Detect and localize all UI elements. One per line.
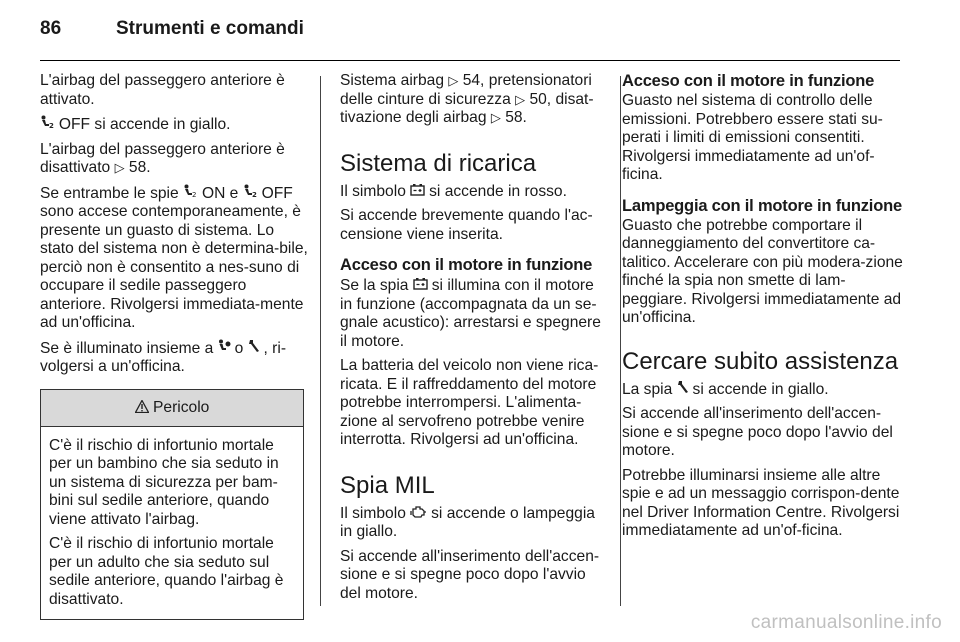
subsection-heading: Acceso con il motore in funzione — [340, 256, 593, 274]
chapter-title: Strumenti e comandi — [116, 18, 304, 39]
page-reference-arrow-icon: ▷ — [515, 91, 526, 107]
page-reference-arrow-icon: ▷ — [490, 110, 501, 125]
paragraph: La spia si accende in giallo. — [622, 380, 829, 398]
column-1 — [40, 72, 308, 620]
paragraph: L'airbag del passeggero anteriore è disattivato ▷ 58. — [40, 140, 285, 176]
section-heading: Sistema di ricarica — [340, 149, 537, 177]
battery-icon — [410, 183, 429, 199]
column-3 — [622, 72, 904, 547]
column-divider-1 — [320, 76, 321, 606]
paragraph: Guasto che potrebbe comportare il danneggiamento del convertitore ca-talitico. Accelerare con più modera-zione finché la spia non smette di lam-peggiare. Rivolgersi immediatamente ad un'officina. — [622, 216, 903, 326]
paragraph: C'è il rischio di infortunio mortale per un adulto che sia seduto sul sedile anteriore, quando l'airbag è disattivato. — [49, 535, 284, 608]
check-engine-icon — [410, 505, 431, 521]
warning-label: Pericolo — [153, 398, 210, 416]
airbag-icon — [218, 340, 235, 356]
page-number: 86 — [40, 18, 62, 39]
warning-body — [41, 427, 303, 620]
column-divider-2 — [620, 76, 621, 606]
battery-icon — [413, 277, 432, 293]
danger-warning-box — [40, 389, 304, 621]
watermark: carmanualsonline.info — [750, 612, 942, 633]
passenger-airbag-on-icon — [183, 185, 202, 201]
paragraph: Si accende all'inserimento dell'accen-sione e si spegne poco dopo l'avvio del motore. — [622, 405, 893, 459]
paragraph: L'airbag del passeggero anteriore è attivato. — [40, 72, 285, 108]
paragraph: Se la spia si illumina con il motore in funzione (accompagnata da un se-gnale acustico): arrestarsi e spegnere il motore. — [340, 277, 601, 350]
paragraph: La batteria del veicolo non viene rica-ricata. E il raffreddamento del motore potrebbe interrompersi. L'alimenta-zione al servofreno potrebbe venire interrotta. Rivolgersi ad un'officina. — [340, 357, 599, 448]
header-rule — [40, 60, 900, 61]
page-header — [40, 18, 900, 48]
section-heading: Cercare subito assistenza — [622, 347, 899, 375]
paragraph: Si accende brevemente quando l'ac-censione viene inserita. — [340, 207, 593, 243]
page-reference-arrow-icon: ▷ — [448, 73, 459, 88]
wrench-icon — [677, 381, 693, 397]
section-heading: Spia MIL — [340, 471, 435, 499]
paragraph: Se entrambe le spie 2 ON e 2 OFF sono accese contemporaneamente, è presente un guasto di sistema. Lo stato del sistema non è determina-bile, perciò non è consentito a nes-suno di occupare il sedile passeggero anteriore. Rivolgersi immediata-mente ad un'officina. — [40, 184, 308, 331]
paragraph: Il simbolo si accende in rosso. — [340, 182, 567, 200]
paragraph: C'è il rischio di infortunio mortale per un bambino che sia seduto in un sistema di sicurezza per bam-bini sul sedile anteriore, quando viene attivato l'airbag. — [49, 436, 279, 528]
wrench-icon — [248, 340, 264, 356]
warning-header — [41, 390, 303, 427]
passenger-airbag-off-icon — [243, 185, 262, 201]
paragraph: 2 OFF si accende in giallo. — [40, 115, 308, 135]
passenger-airbag-off-icon — [40, 116, 59, 132]
paragraph: Il simbolo si accende o lampeggia in giallo. — [340, 504, 595, 540]
paragraph: Se è illuminato insieme a o , ri-volgersi a un'officina. — [40, 339, 287, 375]
column-2 — [340, 72, 603, 609]
paragraph: Guasto nel sistema di controllo delle emissioni. Potrebbero essere stati su-perati i limiti di emissioni consentiti. Rivolgersi immediatamente ad un'of-ficina. — [622, 92, 883, 183]
paragraph: Potrebbe illuminarsi insieme alle altre spie e ad un messaggio corrispon-dente nel Driver Information Centre. Rivolgersi immediatamente ad un'of-ficina. — [622, 466, 900, 539]
subsection-heading: Acceso con il motore in funzione — [622, 72, 875, 90]
svg-text:2: 2 — [192, 190, 197, 198]
paragraph: Sistema airbag ▷ 54, pretensionatori delle cinture di sicurezza ▷ 50, disat-tivazione degli airbag ▷ 58. — [340, 72, 594, 126]
svg-text:2: 2 — [49, 122, 54, 129]
paragraph: Si accende all'inserimento dell'accen-sione e si spegne poco dopo l'avvio del motore. — [340, 547, 600, 602]
svg-text:2: 2 — [251, 190, 257, 198]
subsection-heading: Lampeggia con il motore in funzione — [622, 196, 902, 215]
warning-triangle-icon — [135, 399, 153, 416]
page-reference-arrow-icon: ▷ — [114, 160, 125, 175]
